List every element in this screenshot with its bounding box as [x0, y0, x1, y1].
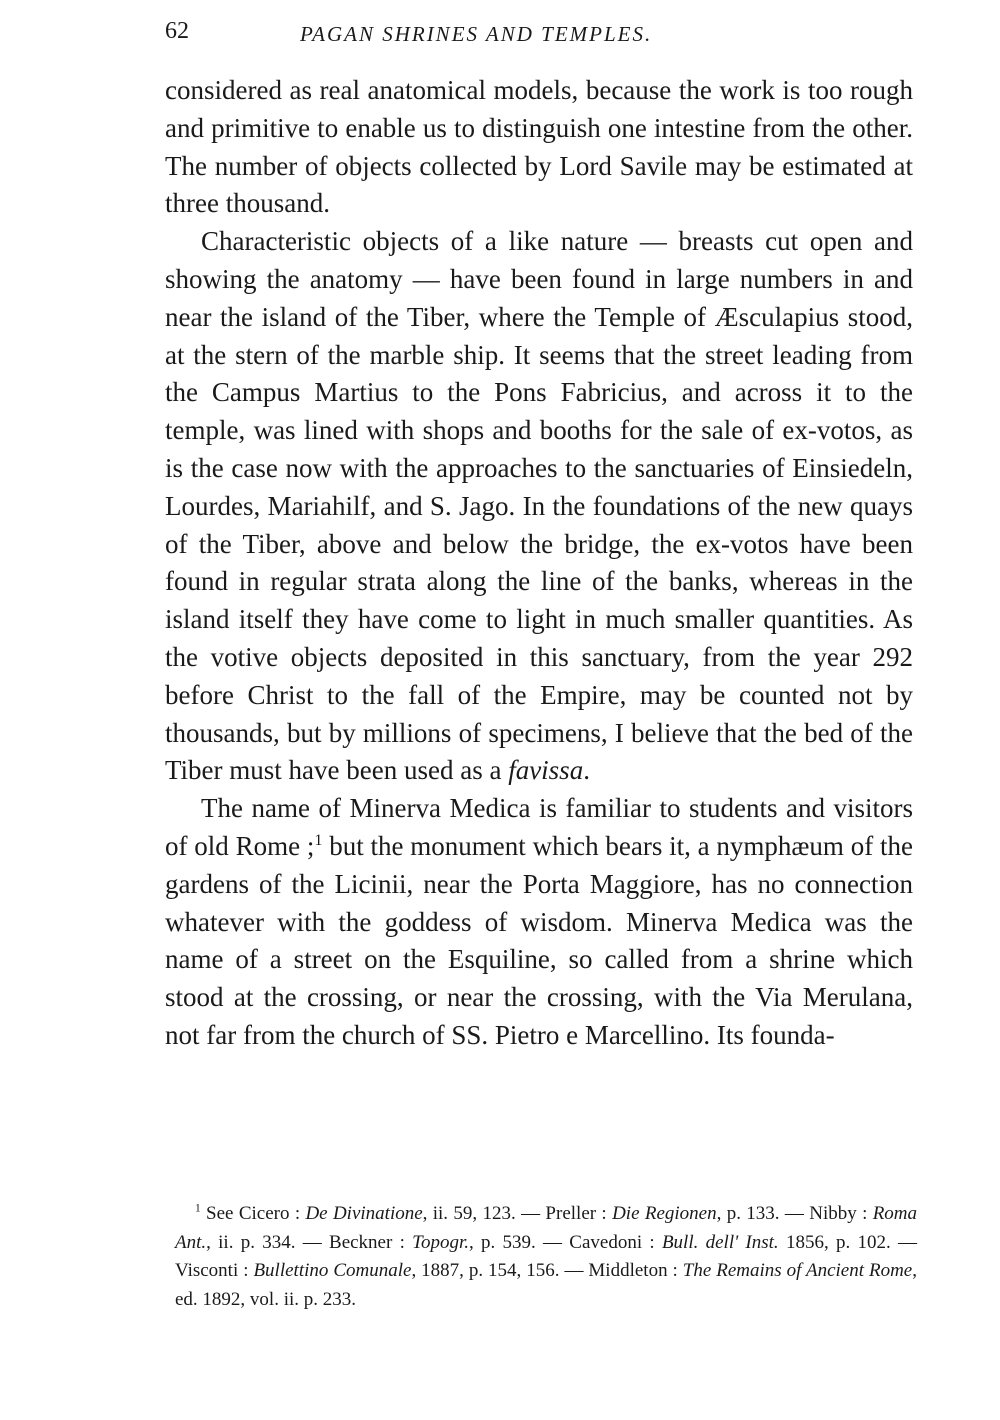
body-text: [165, 72, 913, 1055]
footnote-text: , 1887, p. 154, 156. — Middleton :: [411, 1260, 683, 1281]
footnote-title: Roma Ant.: [175, 1203, 918, 1253]
paragraph-3: [165, 790, 913, 1055]
favissa-term: favissa: [508, 755, 584, 786]
footnote-title: The Remains of Ancient Rome: [682, 1260, 913, 1281]
footnote-text: , ii. 59, 123. — Preller :: [422, 1203, 613, 1224]
footnote-reference: 1: [314, 830, 323, 849]
paragraph-3-rest: but the monument which bears it, a nymphæum of the gardens of the Licinii, near the Porta Maggiore, has no connection whatever with the goddess of wisdom. Minerva Medica was the name of a street on the Esquiline, so called from a shrine which stood at the crossing, or near the crossing, with the Via Merulana, not far from the church of SS. Pietro e Marcellino. Its founda-: [165, 830, 913, 1050]
footnotes: [175, 1200, 917, 1314]
paragraph-2-end: .: [583, 755, 590, 786]
footnote-text: , p. 539. — Cavedoni :: [469, 1231, 662, 1253]
footnote-1: [175, 1200, 917, 1314]
footnote-text: See Cicero :: [200, 1203, 306, 1224]
footnote-text: 1856, p. 102. — Visconti :: [175, 1231, 917, 1281]
footnote-title: Bull. dell' Inst.: [661, 1231, 779, 1253]
footnote-title: Topogr.: [412, 1231, 469, 1253]
paragraph-1: considered as real anatomical models, because the work is too rough and primitive to enable us to distinguish one intestine from the other. The number of objects collected by Lord Savile may be estimated at three thousand.: [165, 75, 913, 219]
footnote-text: , ed. 1892, vol. ii. p. 233.: [175, 1260, 917, 1310]
paragraph-2-text: Characteristic objects of a like nature — breasts cut open and showing the anatomy — have been found in large numbers in and near the island of the Tiber, where the Temple of Æsculapius stood, at the stern of the marble ship. It seems that the street leading from the Campus Martius to the Pons Fabricius, and across it to the temple, was lined with shops and booths for the sale of ex-votos, as is the case now with the approaches to the sanctuaries of Einsiedeln, Lourdes, Mariahilf, and S. Jago. In the foundations of the new quays of the Tiber, above and below the bridge, the ex-votos have been found in regular strata along the line of the banks, whereas in the island itself they have come to light in much smaller quantities. As the votive objects deposited in this sanctuary, from the year 292 before Christ to the fall of the Empire, may be counted not by thousands, but by millions of specimens, I believe that the bed of the Tiber must have been used as a: [165, 226, 913, 786]
page-header: [165, 18, 855, 58]
footnote-title: De Divinatione: [305, 1203, 423, 1224]
paragraph-3-start: The name of Minerva Medica is familiar to students and visitors of old Rome ;: [165, 793, 913, 861]
footnote-text: , p. 133. — Nibby :: [716, 1203, 873, 1224]
running-title: PAGAN SHRINES AND TEMPLES.: [300, 22, 653, 46]
footnote-title: Die Regionen: [612, 1203, 717, 1224]
footnote-marker: 1: [195, 1202, 201, 1215]
footnote-title: Bullettino Comunale: [253, 1260, 412, 1281]
footnote-text: , ii. p. 334. — Beckner :: [206, 1231, 413, 1253]
paragraph-2: [165, 223, 913, 790]
page-number: 62: [165, 18, 189, 44]
